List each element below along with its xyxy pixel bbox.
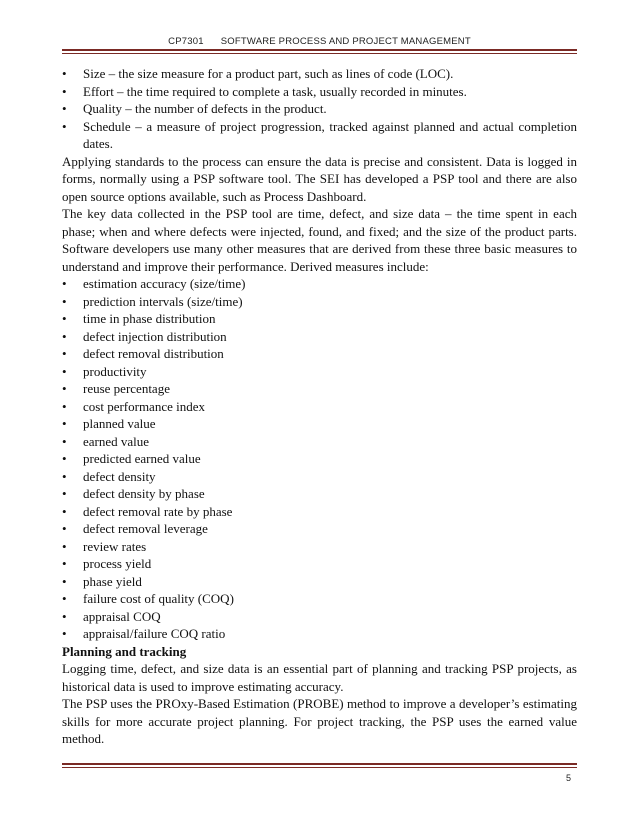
bullet-icon: • — [62, 503, 67, 519]
list-item — [62, 345, 577, 363]
list-item — [62, 275, 577, 293]
bullet-icon: • — [62, 451, 67, 466]
list-item — [62, 590, 577, 608]
bullet-icon: • — [62, 608, 67, 624]
list-item-text: Quality – the number of defects in the product. — [83, 101, 327, 116]
bullet-icon: • — [62, 521, 67, 536]
list-item — [62, 450, 577, 468]
bullet-icon: • — [62, 311, 67, 326]
bullet-icon: • — [62, 626, 67, 641]
bullet-icon: • — [62, 538, 67, 554]
list-item-text: process yield — [83, 556, 152, 571]
course-title: SOFTWARE PROCESS AND PROJECT MANAGEMENT — [220, 36, 471, 47]
list-item — [62, 328, 577, 346]
paragraph-logging: Logging time, defect, and size data is an essential part of planning and tracking PSP projects, as historical data is used to improve estimating accuracy. — [62, 661, 577, 694]
list-item — [62, 468, 577, 486]
paragraph-standards: Applying standards to the process can ensure the data is precise and consistent. Data is logged in forms, normally using a PSP software tool. The SEI has developed a PSP tool and there are also open source options available, such as Process Dashboard. — [62, 153, 577, 204]
paragraph-key-data: The key data collected in the PSP tool are time, defect, and size data – the time spent in each phase; when and where defects were injected, found, and fixed; and the size of the product parts. Software developers use many other measures that are derived from these three basic measures to understand and improve their performance. Derived measures include: — [62, 206, 577, 274]
list-item-text: defect removal leverage — [83, 521, 208, 536]
list-item-text: defect injection distribution — [83, 328, 227, 344]
list-item-text: planned value — [83, 416, 156, 431]
list-item — [62, 485, 577, 503]
header-rule-thin — [62, 53, 577, 54]
list-item-text: Schedule – a measure of project progression, tracked against planned and actual completion dates. — [83, 118, 577, 151]
measures-list — [62, 65, 577, 153]
list-item — [62, 380, 577, 398]
list-item-text: reuse percentage — [83, 381, 170, 396]
bullet-icon: • — [62, 433, 67, 449]
list-item-text: cost performance index — [83, 398, 206, 414]
paragraph-probe: The PSP uses the PROxy-Based Estimation (PROBE) method to improve a developer’s estimating skills for more accurate project planning. For project tracking, the PSP uses the earned value method. — [62, 696, 577, 746]
list-item — [62, 538, 577, 556]
list-item-text: defect density by phase — [83, 486, 205, 501]
bullet-icon: • — [62, 416, 67, 431]
bullet-icon: • — [62, 66, 67, 81]
bullet-icon: • — [62, 83, 67, 99]
bullet-icon: • — [62, 101, 67, 116]
list-item-text: appraisal COQ — [83, 608, 161, 624]
list-item-text: Size – the size measure for a product part, such as lines of code (LOC). — [83, 66, 454, 81]
bullet-icon: • — [62, 381, 67, 396]
list-item — [62, 100, 577, 118]
list-item-text: defect removal rate by phase — [83, 503, 233, 519]
bullet-icon: • — [62, 346, 67, 361]
list-item-text: failure cost of quality (COQ) — [83, 591, 234, 606]
derived-measures-list — [62, 275, 577, 643]
footer-rule-thin — [62, 767, 577, 768]
bullet-icon: • — [62, 363, 67, 379]
list-item — [62, 65, 577, 83]
course-code: CP7301 — [168, 36, 204, 47]
list-item-text: predicted earned value — [83, 451, 201, 466]
list-item — [62, 520, 577, 538]
list-item — [62, 555, 577, 573]
bullet-icon: • — [62, 293, 67, 309]
list-item — [62, 293, 577, 311]
list-item-text: review rates — [83, 538, 147, 554]
list-item — [62, 608, 577, 626]
bullet-icon: • — [62, 591, 67, 606]
list-item-text: estimation accuracy (size/time) — [83, 276, 246, 291]
list-item-text: Effort – the time required to complete a task, usually recorded in minutes. — [83, 83, 467, 99]
list-item-text: appraisal/failure COQ ratio — [83, 626, 226, 641]
list-item-text: defect density — [83, 468, 156, 484]
list-item — [62, 433, 577, 451]
bullet-icon: • — [62, 573, 67, 589]
header-rule-thick — [62, 49, 577, 51]
list-item — [62, 363, 577, 381]
list-item — [62, 625, 577, 643]
list-item — [62, 503, 577, 521]
section-heading-planning: Planning and tracking — [62, 643, 187, 659]
list-item — [62, 398, 577, 416]
bullet-icon: • — [62, 556, 67, 571]
bullet-icon: • — [62, 118, 67, 134]
footer-rule-thick — [62, 763, 577, 765]
list-item — [62, 573, 577, 591]
page-header — [62, 36, 577, 47]
page-body — [62, 65, 577, 748]
list-item — [62, 118, 577, 153]
bullet-icon: • — [62, 468, 67, 484]
bullet-icon: • — [62, 398, 67, 414]
page-number: 5 — [566, 773, 572, 783]
list-item-text: phase yield — [83, 573, 142, 589]
list-item — [62, 310, 577, 328]
bullet-icon: • — [62, 328, 67, 344]
list-item-text: defect removal distribution — [83, 346, 224, 361]
list-item — [62, 415, 577, 433]
bullet-icon: • — [62, 486, 67, 501]
list-item-text: earned value — [83, 433, 150, 449]
list-item-text: prediction intervals (size/time) — [83, 293, 243, 309]
list-item — [62, 83, 577, 101]
list-item-text: productivity — [83, 363, 147, 379]
list-item-text: time in phase distribution — [83, 311, 216, 326]
bullet-icon: • — [62, 276, 67, 291]
